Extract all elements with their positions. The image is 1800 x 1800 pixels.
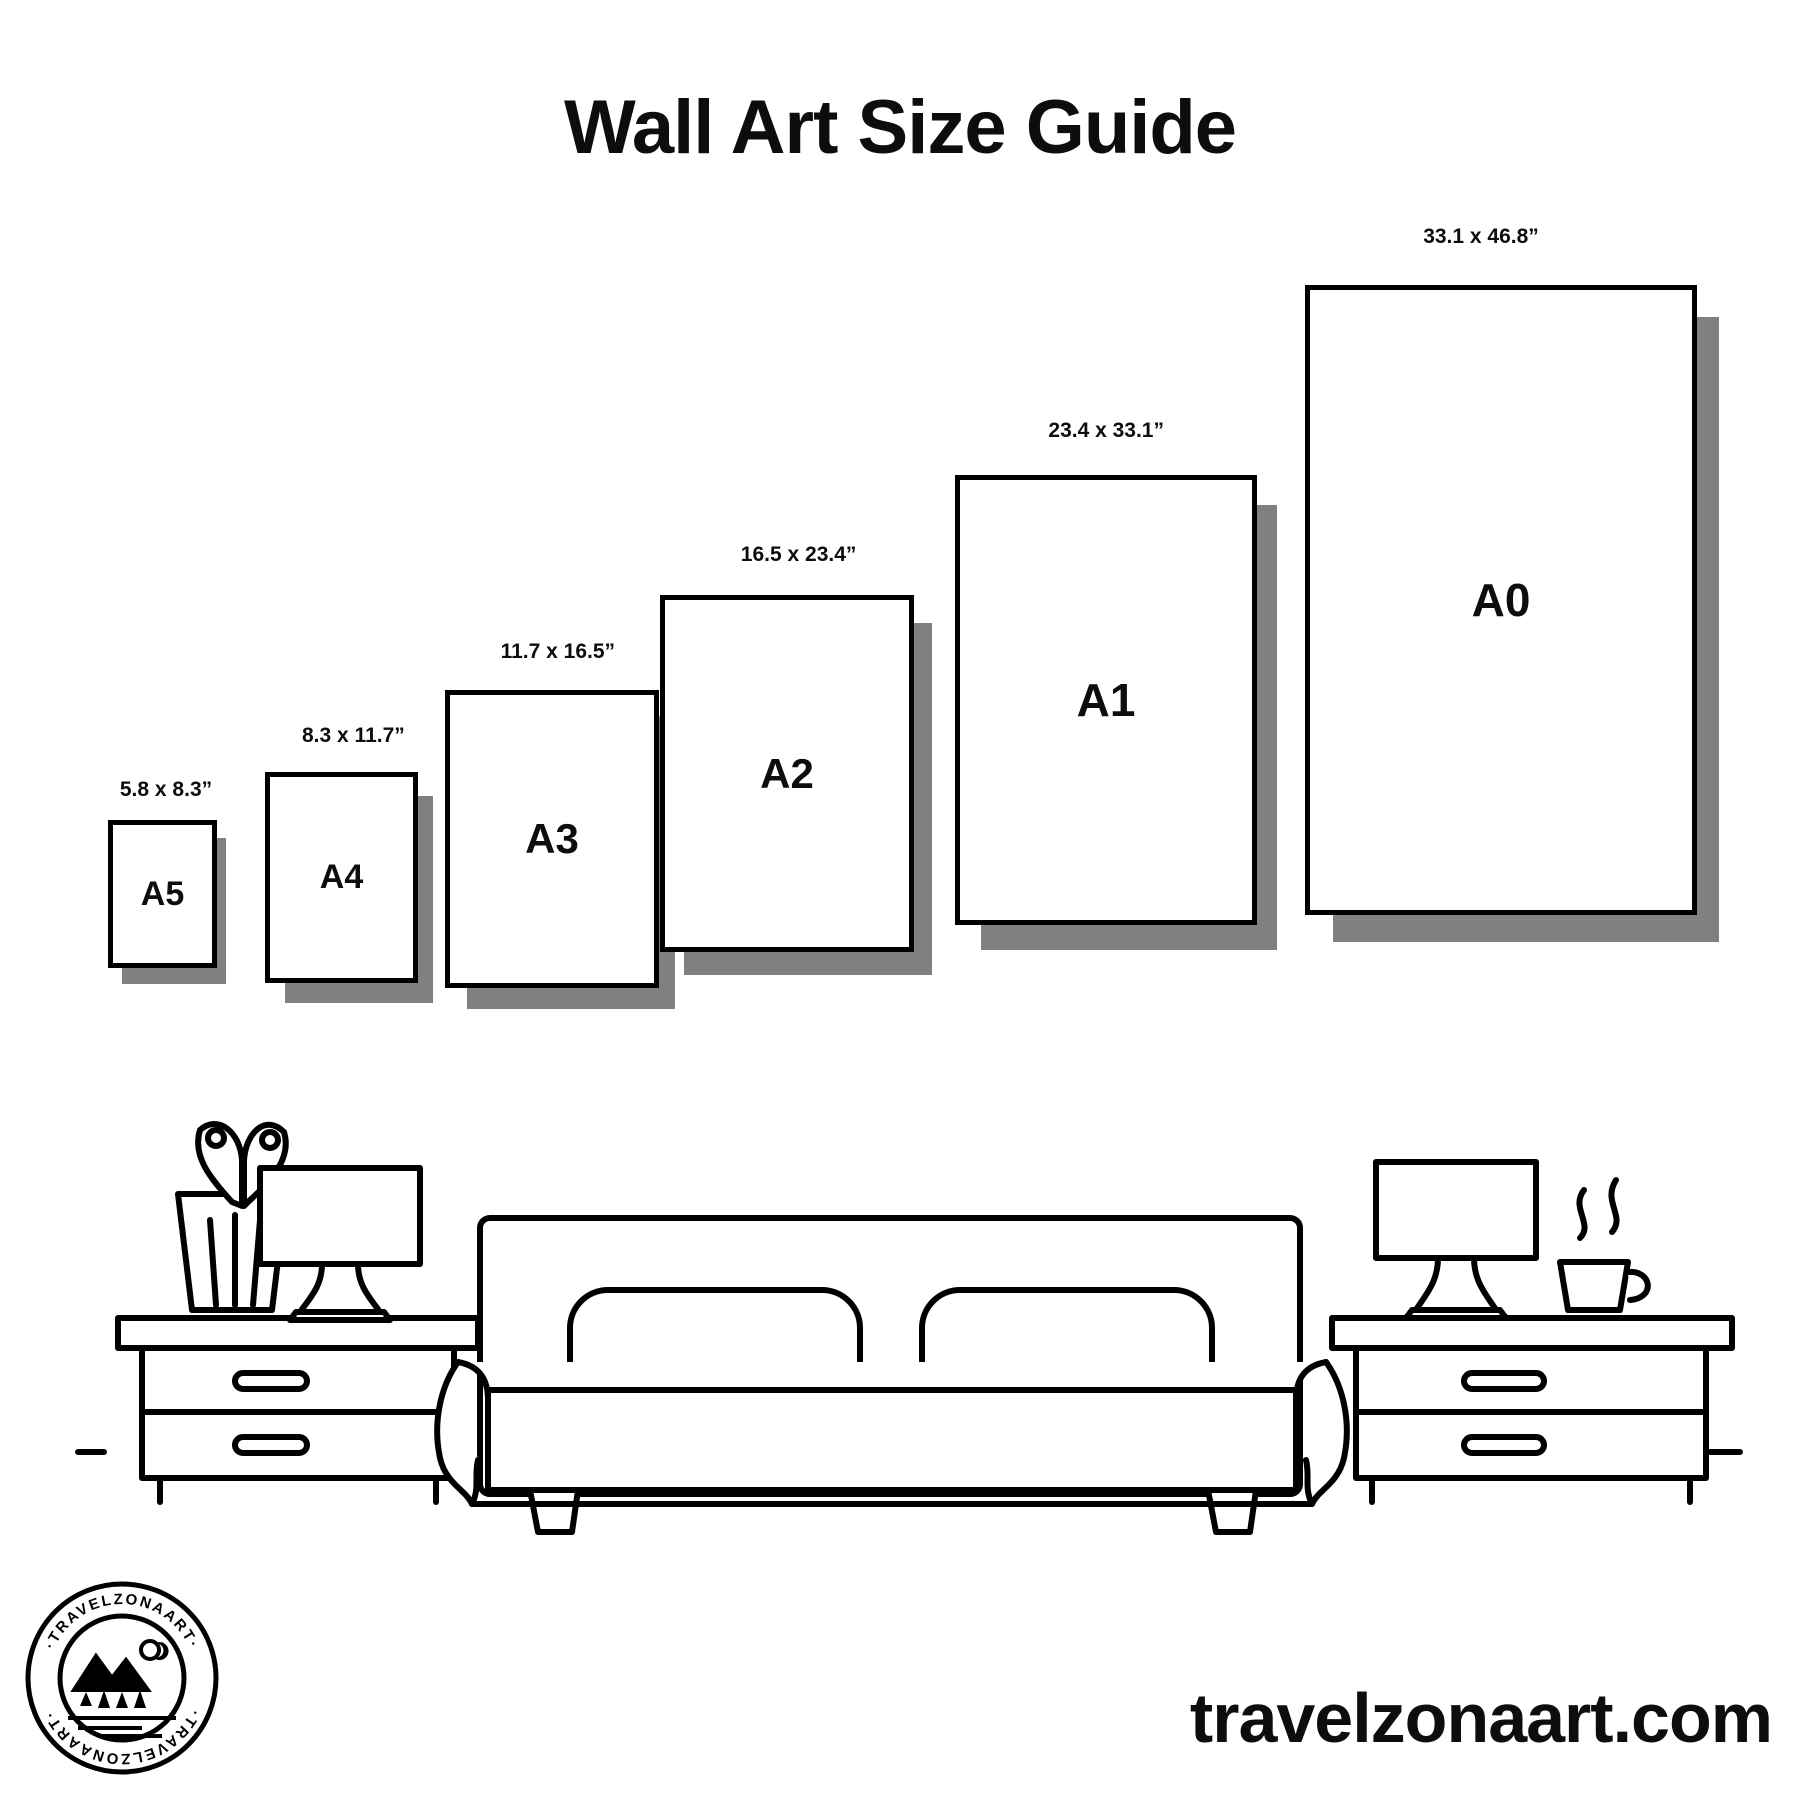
frame-label-a5: A5 xyxy=(140,874,185,913)
frame-dimension-label-a0: 33.1 x 46.8” xyxy=(1423,225,1539,248)
table-lamp-left xyxy=(260,1168,420,1320)
frame-group-a2 xyxy=(660,543,990,1020)
frame-group-a3 xyxy=(445,640,685,1020)
coffee-cup xyxy=(1560,1180,1648,1310)
frame-a2[interactable] xyxy=(660,595,914,952)
frame-label-a2: A2 xyxy=(760,749,814,797)
frame-dimension-label-a1: 23.4 x 33.1” xyxy=(1048,419,1164,442)
frame-group-a0 xyxy=(1305,225,1745,1020)
frame-size-row xyxy=(0,225,1800,1020)
frame-a5[interactable] xyxy=(108,820,217,968)
frame-dimension-label-a4: 8.3 x 11.7” xyxy=(302,724,405,747)
logo-mountain-lake-icon xyxy=(68,1641,176,1736)
website-url[interactable]: travelzonaart.com xyxy=(1189,1679,1772,1757)
logo-text-bottom: ·TRAVELZONAART· xyxy=(40,1706,204,1768)
frame-a0[interactable] xyxy=(1305,285,1697,915)
frame-label-a3: A3 xyxy=(525,815,579,862)
frame-label-a4: A4 xyxy=(319,858,364,896)
nightstand-left xyxy=(118,1318,478,1502)
table-lamp-right xyxy=(1376,1162,1536,1318)
frame-dimension-label-a3: 11.7 x 16.5” xyxy=(500,640,616,663)
bed-with-headboard xyxy=(437,1218,1347,1532)
bedroom-illustration xyxy=(60,980,1760,1540)
frame-dimension-label-a5: 5.8 x 8.3” xyxy=(119,778,213,801)
page-title: Wall Art Size Guide xyxy=(563,85,1237,170)
frame-group-a1 xyxy=(955,419,1315,1020)
brand-logo[interactable] xyxy=(22,1578,222,1778)
frame-label-a1: A1 xyxy=(1076,674,1136,726)
frame-label-a0: A0 xyxy=(1471,574,1531,626)
nightstand-right xyxy=(1332,1318,1732,1502)
frame-a1[interactable] xyxy=(955,475,1257,925)
frame-a4[interactable] xyxy=(265,772,418,983)
frame-dimension-label-a2: 16.5 x 23.4” xyxy=(740,543,857,566)
logo-text-top: ·TRAVELZONAART· xyxy=(41,1590,203,1652)
frame-a3[interactable] xyxy=(445,690,659,988)
